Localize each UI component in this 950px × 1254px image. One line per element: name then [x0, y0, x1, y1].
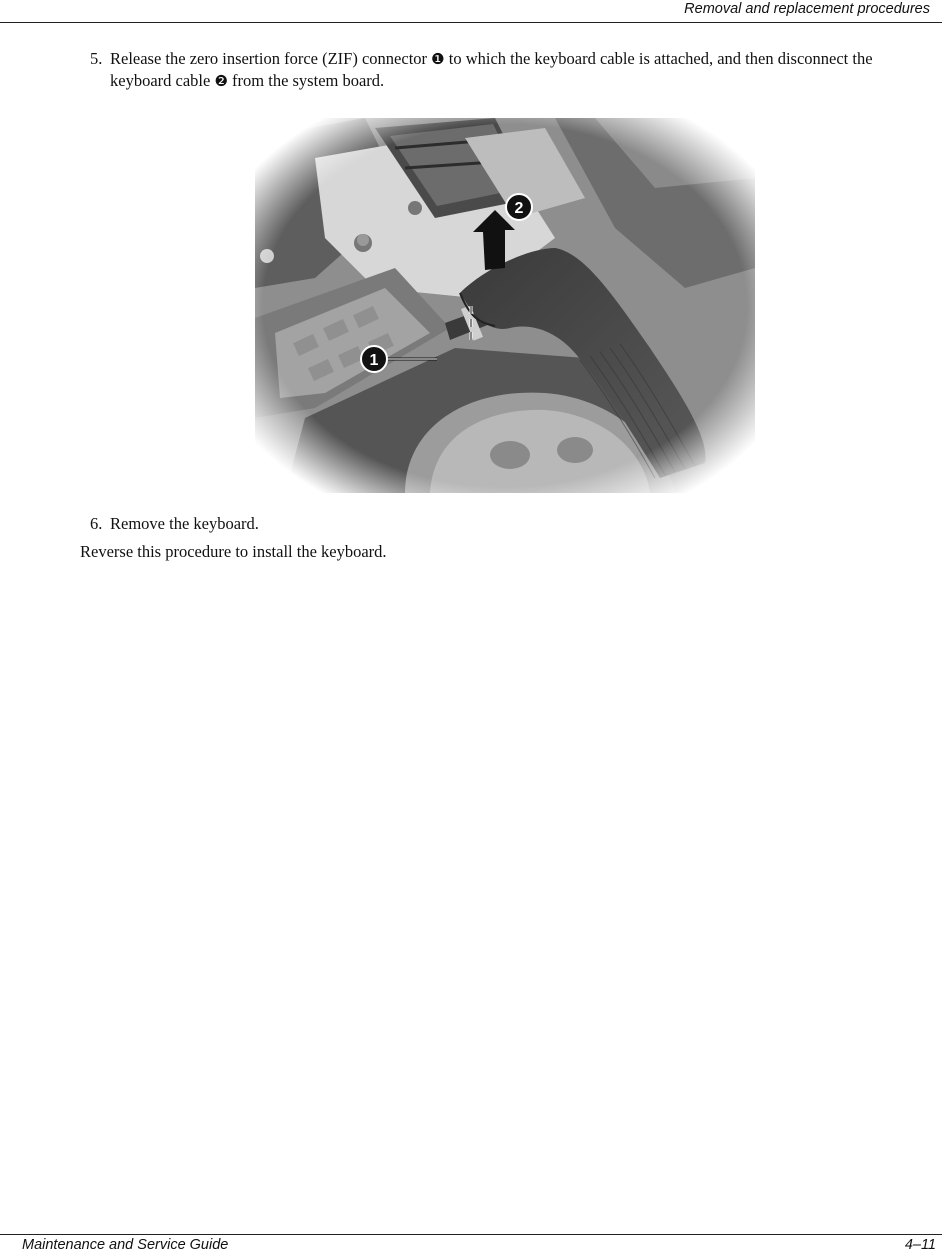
footer-divider [0, 1234, 942, 1235]
header-divider [0, 22, 942, 23]
callout-2-icon: ❷ [214, 72, 228, 90]
footer-guide-title: Maintenance and Service Guide [22, 1237, 229, 1253]
step-text-part3: from the system board. [227, 71, 385, 90]
step-text [110, 48, 936, 92]
running-header-title: Removal and replacement procedures [684, 1, 930, 17]
keyboard-cable-figure [255, 118, 755, 493]
step-text: Remove the keyboard. [110, 514, 259, 533]
footer-page-number: 4–11 [904, 1237, 936, 1253]
callout-1-icon: ❶ [431, 50, 445, 68]
closing-paragraph: Reverse this procedure to install the keyboard. [80, 542, 387, 561]
step-5 [90, 48, 936, 92]
step-text-part2: to which the keyboard cable is attached, and then disconnect the keyboard cable [110, 49, 873, 90]
step-6 [90, 513, 936, 534]
step-number: 6. [90, 514, 103, 533]
step-number: 5. [90, 49, 103, 68]
step-text-part1: Release the zero insertion force (ZIF) connector [110, 49, 432, 68]
